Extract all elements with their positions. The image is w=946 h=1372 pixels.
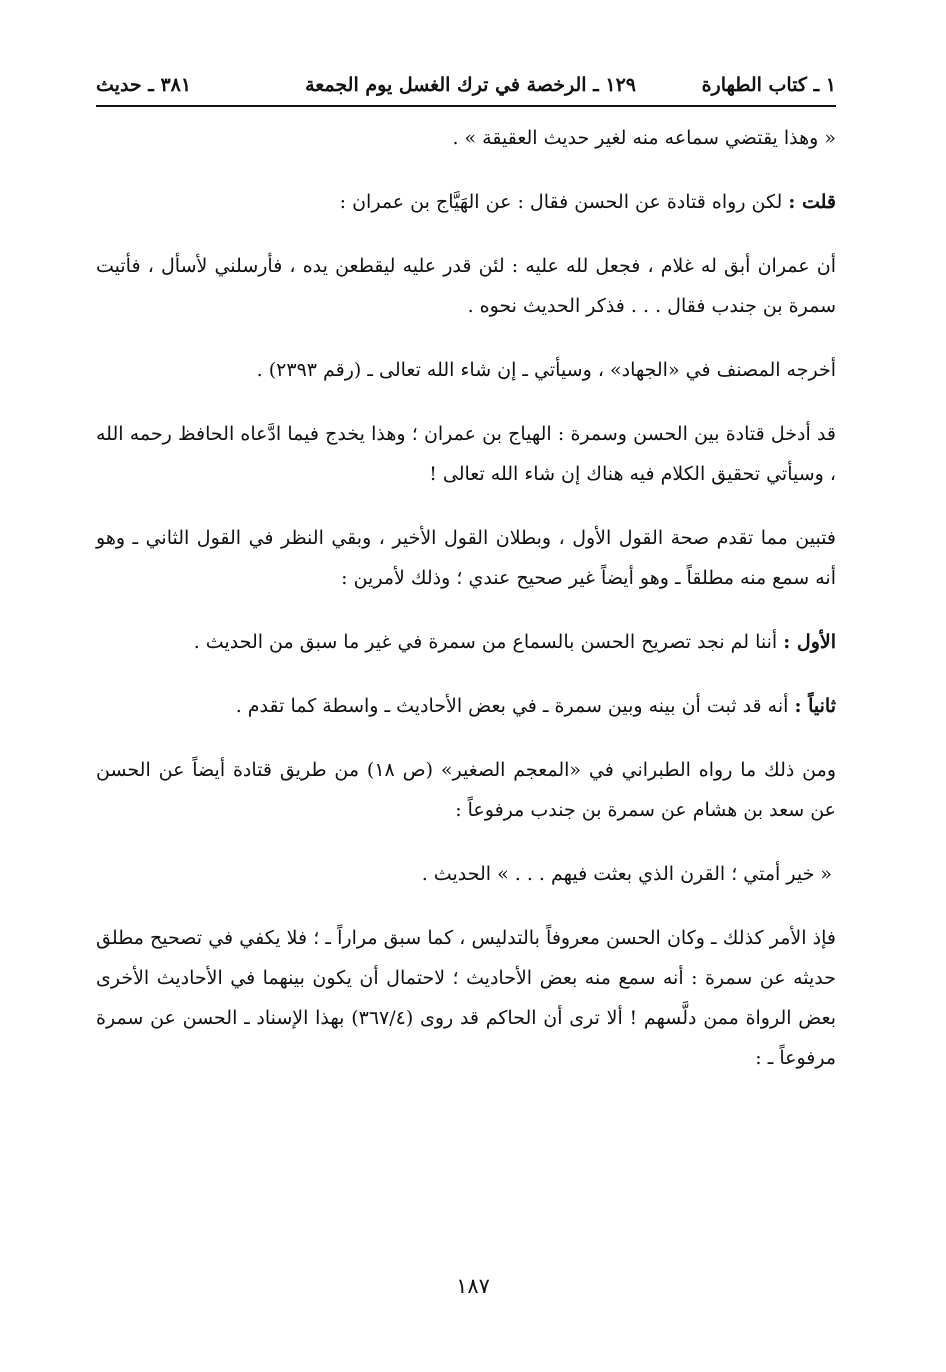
- main-text: [96, 118, 836, 1102]
- paragraph-lead: الأول :: [783, 631, 836, 653]
- header-hadith-number: ٣٨١ ـ حديث: [96, 74, 192, 96]
- paragraph-7: [96, 622, 836, 662]
- paragraph-text: أخرجه المصنف في «الجهاد» ، وسيأتي ـ إن شاء الله تعالى ـ (رقم ٢٣٩٣) .: [256, 359, 836, 381]
- paragraph-text: ومن ذلك ما رواه الطبراني في «المعجم الصغير» (ص ١٨) من طريق قتادة أيضاً عن الحسن عن سعد بن هشام عن سمرة بن جندب مرفوعاً :: [96, 759, 836, 821]
- paragraph-8: [96, 686, 836, 726]
- paragraph-1: [96, 118, 836, 158]
- paragraph-5: [96, 414, 836, 494]
- paragraph-text: « وهذا يقتضي سماعه منه لغير حديث العقيقة » .: [452, 127, 836, 149]
- paragraph-text: أننا لم نجد تصريح الحسن بالسماع من سمرة في غير ما سبق من الحديث .: [193, 631, 784, 653]
- paragraph-lead: ثانياً :: [794, 695, 836, 717]
- paragraph-6: [96, 518, 836, 598]
- header-book-title: ١ ـ كتاب الطهارة: [701, 74, 836, 96]
- page-number: ١٨٧: [456, 1274, 490, 1298]
- paragraph-2: [96, 182, 836, 222]
- paragraph-text: أن عمران أبق له غلام ، فجعل لله عليه : لئن قدر عليه ليقطعن يده ، فأرسلني لأسأل ، فأتيت سمرة بن جندب فقال . . . فذكر الحديث نحوه .: [96, 255, 836, 317]
- paragraph-text: لكن رواه قتادة عن الحسن فقال : عن الهَيَّاج بن عمران :: [339, 191, 789, 213]
- paragraph-text: أنه قد ثبت أن بينه وبين سمرة ـ في بعض الأحاديث ـ واسطة كما تقدم .: [235, 695, 795, 717]
- header-divider: [96, 105, 836, 107]
- header-chapter-title: ١٢٩ ـ الرخصة في ترك الغسل يوم الجمعة: [305, 74, 636, 96]
- paragraph-9: [96, 750, 836, 830]
- paragraph-text: « خير أمتي ؛ القرن الذي بعثت فيهم . . . » الحديث .: [421, 863, 832, 885]
- paragraph-text: فتبين مما تقدم صحة القول الأول ، وبطلان القول الأخير ، وبقي النظر في القول الثاني ـ وهو أنه سمع منه مطلقاً ـ وهو أيضاً غير صحيح عندي ؛ وذلك لأمرين :: [96, 527, 836, 589]
- paragraph-3: [96, 246, 836, 326]
- paragraph-11: [96, 918, 836, 1078]
- paragraph-text: فإذ الأمر كذلك ـ وكان الحسن معروفاً بالتدليس ، كما سبق مراراً ـ ؛ فلا يكفي في تصحيح مطلق حديثه عن سمرة : أنه سمع منه بعض الأحاديث ؛ لاحتمال أن يكون بينهما في الأحاديث الأخرى بعض الرواة ممن دلَّسهم ! ألا ترى أن الحاكم قد روى (٣٦٧/٤) بهذا الإسناد ـ الحسن عن سمرة مرفوعاً ـ :: [96, 927, 836, 1069]
- paragraph-lead: قلت :: [788, 191, 836, 213]
- paragraph-10-quote: [96, 854, 836, 894]
- paragraph-4: [96, 350, 836, 390]
- running-header: [96, 68, 836, 102]
- paragraph-text: قد أدخل قتادة بين الحسن وسمرة : الهياج بن عمران ؛ وهذا يخدج فيما ادَّعاه الحافظ رحمه الله ، وسيأتي تحقيق الكلام فيه هناك إن شاء الله تعالى !: [96, 423, 837, 485]
